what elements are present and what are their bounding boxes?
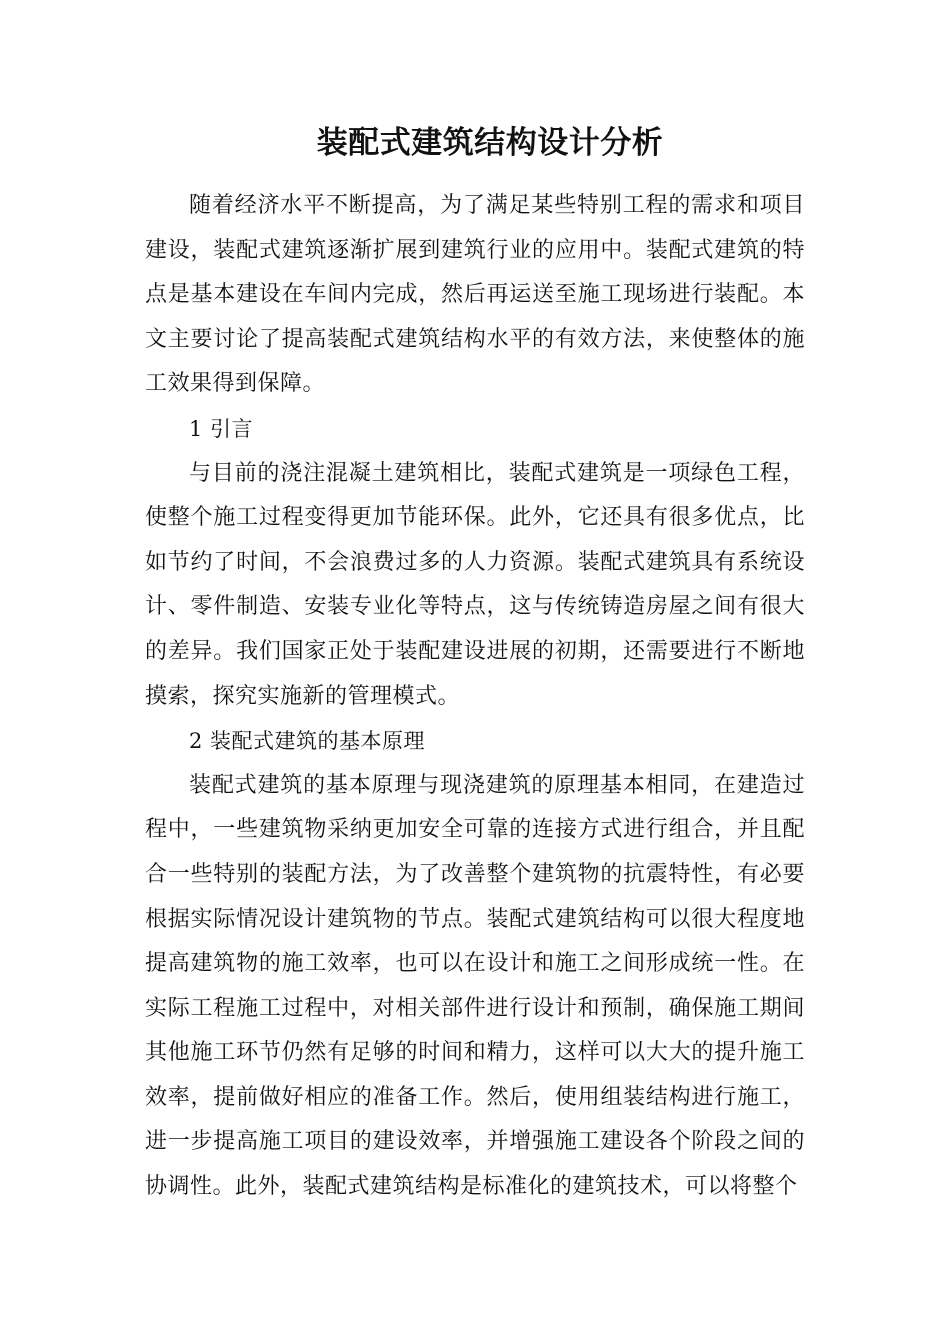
abstract-paragraph: 随着经济水平不断提高，为了满足某些特别工程的需求和项目建设，装配式建筑逐渐扩展到建筑行业的应用中。装配式建筑的特点是基本建设在车间内完成，然后再运送至施工现场进行装配。本文主要讨论了提高装配式建筑结构水平的有效方法，来使整体的施工效果得到保障。	[145, 193, 805, 397]
section-body-basic-principle: 装配式建筑的基本原理与现浇建筑的原理基本相同，在建造过程中，一些建筑物采纳更加安全可靠的连接方式进行组合，并且配合一些特别的装配方法，为了改善整个建筑物的抗震特性，有必要根据实际情况设计建筑物的节点。装配式建筑结构可以很大程度地提高建筑物的施工效率，也可以在设计和施工之间形成统一性。在实际工程施工过程中，对相关部件进行设计和预制，确保施工期间其他施工环节仍然有足够的时间和精力，这样可以大大的提升施工效率，提前做好相应的准备工作。然后，使用组装结构进行施工，进一步提高施工项目的建设效率，并增强施工建设各个阶段之间的协调性。此外，装配式建筑结构是标准化的建筑技术，可以将整个	[145, 772, 805, 1200]
section-body-introduction: 与目前的浇注混凝土建筑相比，装配式建筑是一项绿色工程，使整个施工过程变得更加节能环保。此外，它还具有很多优点，比如节约了时间，不会浪费过多的人力资源。装配式建筑具有系统设计、零件制造、安装专业化等特点，这与传统铸造房屋之间有很大的差异。我们国家正处于装配建设进展的初期，还需要进行不断地摸索，探究实施新的管理模式。	[145, 460, 805, 709]
section-heading-basic-principle: 2 装配式建筑的基本原理	[189, 729, 426, 754]
document-content	[145, 118, 805, 1210]
section-heading-introduction: 1 引言	[189, 416, 254, 441]
document-title: 装配式建筑结构设计分析	[316, 125, 664, 161]
